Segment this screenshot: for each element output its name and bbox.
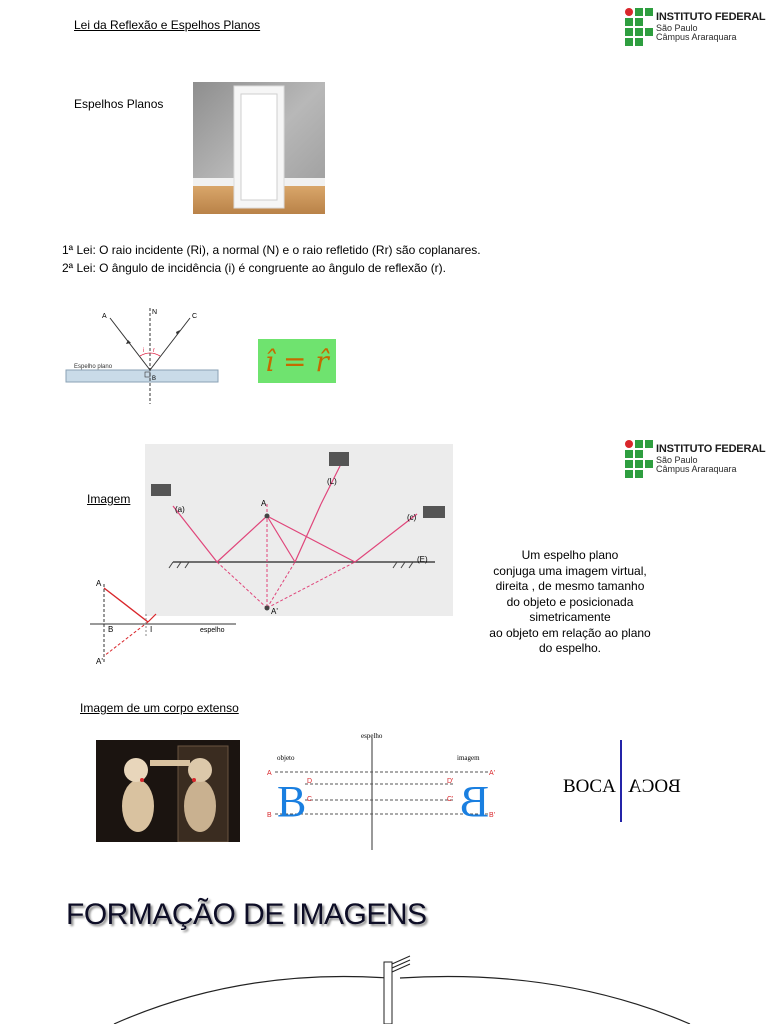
- svg-text:(c): (c): [407, 513, 417, 522]
- svg-text:espelho: espelho: [200, 627, 225, 634]
- svg-text:(a): (a): [175, 505, 185, 514]
- extended-body-label: Imagem de um corpo extenso: [80, 701, 239, 715]
- svg-text:C': C': [447, 796, 454, 803]
- svg-text:C: C: [307, 796, 313, 803]
- institute-logo: [625, 8, 768, 48]
- logo-title-2: INSTITUTO FEDERAL: [656, 443, 766, 455]
- boca-mirrored-word: BOCA: [628, 776, 681, 797]
- point-a-label: A: [102, 313, 107, 320]
- mirror-photo: [193, 82, 325, 214]
- image-description: Um espelho plano conjuga uma imagem virtual, direita , de mesmo tamanho do objeto e posicionada simetricamente ao objeto em relação ao plano do espelho.: [489, 548, 651, 655]
- image-formation-drawing: [100, 950, 700, 1024]
- page-title: Lei da Reflexão e Espelhos Planos: [74, 18, 261, 32]
- plane-mirrors-label: Espelhos Planos: [74, 97, 164, 111]
- mirror-label: Espelho plano: [74, 364, 113, 370]
- extended-body-diagram: [265, 730, 505, 854]
- svg-text:(L): (L): [327, 477, 337, 486]
- logo-campus-2: Câmpus Araraquara: [656, 464, 737, 474]
- svg-text:A': A': [271, 607, 278, 616]
- law-1: 1ª Lei: O raio incidente (Ri), a normal (N) e o raio refletido (Rr) são coplanares.: [62, 243, 481, 257]
- boca-word: BOCA: [563, 776, 616, 797]
- mirror-image-diagram: [86, 574, 246, 670]
- svg-text:(E): (E): [417, 555, 428, 564]
- reflection-diagram: [64, 300, 222, 406]
- law-2: 2ª Lei: O ângulo de incidência (i) é congruente ao ângulo de reflexão (r).: [62, 261, 447, 275]
- logo-subtitle-2: São Paulo: [656, 455, 698, 465]
- dog-mirror-photo: [96, 740, 240, 842]
- reflection-formula: î = r̂: [258, 339, 336, 383]
- svg-text:D': D': [447, 778, 454, 785]
- image-letter: B: [459, 777, 489, 826]
- image-caption: imagem: [457, 754, 480, 762]
- logo-title: INSTITUTO FEDERAL: [656, 11, 766, 23]
- object-letter: B: [277, 777, 307, 826]
- svg-text:A: A: [267, 770, 272, 777]
- logo-campus: Câmpus Araraquara: [656, 32, 737, 42]
- svg-text:B: B: [108, 625, 114, 634]
- point-b-label: B: [152, 376, 157, 382]
- svg-text:A: A: [261, 499, 267, 508]
- mirror-caption: espelho: [361, 732, 383, 740]
- section-title: FORMAÇÃO DE IMAGENS: [66, 898, 427, 931]
- normal-label: N: [152, 309, 158, 316]
- svg-text:I: I: [150, 625, 153, 634]
- svg-text:A': A': [489, 770, 496, 777]
- svg-text:A: A: [96, 579, 102, 588]
- image-label: Imagem: [87, 492, 131, 506]
- svg-text:D: D: [307, 778, 313, 785]
- point-c-label: C: [192, 313, 198, 320]
- mirror-line: [620, 740, 622, 822]
- svg-text:B': B': [489, 812, 496, 819]
- institute-logo-2: [625, 440, 768, 480]
- svg-text:A': A': [96, 657, 103, 666]
- svg-text:B: B: [267, 812, 272, 819]
- logo-red-dot: [625, 8, 633, 16]
- object-caption: objeto: [277, 754, 295, 762]
- logo-subtitle: São Paulo: [656, 23, 698, 33]
- angle-r-label: r: [153, 348, 155, 354]
- angle-i-label: i: [143, 348, 145, 354]
